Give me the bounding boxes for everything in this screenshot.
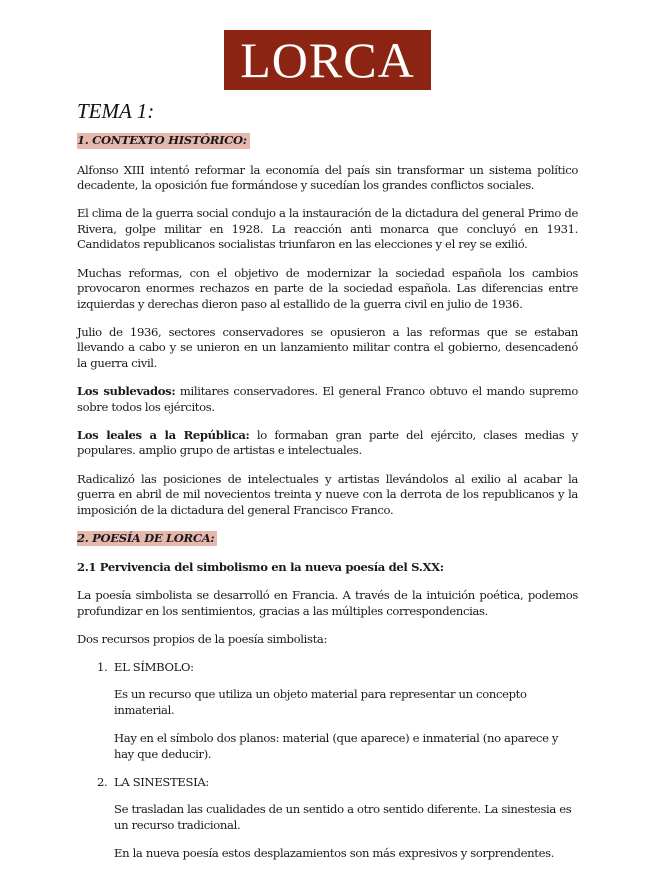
paragraph-text: lo formaban gran parte del ejército, clases medias y populares. amplio grupo de artistas e intelectuales. (77, 427, 578, 458)
list-item (77, 660, 578, 676)
paragraph-leales (77, 428, 578, 459)
paragraph-text: militares conservadores. El general Franco obtuvo el mando supremo sobre todos los ejércitos. (77, 384, 578, 414)
list-label: EL SÍMBOLO: (114, 659, 194, 674)
list-paragraph: Se trasladan las cualidades de un sentido a otro sentido diferente. La sinestesia es un recurso tradicional. (114, 802, 572, 832)
list-paragraph: Es un recurso que utiliza un objeto material para representar un concepto inmaterial. (114, 687, 527, 717)
bold-term: Los sublevados: (77, 384, 176, 399)
list-paragraph: En la nueva poesía estos desplazamientos son más expresivos y sorprendentes. (114, 846, 555, 860)
list-paragraph: Hay en el símbolo dos planos: material (que aparece) e inmaterial (no aparece y hay que deducir). (114, 731, 559, 761)
paragraph: El clima de la guerra social condujo a la instauración de la dictadura del general Primo de Rivera, golpe militar en 1928. La reacción anti monarca que concluyó en 1931. Candidatos republicanos socialistas triunfaron en las elecciones y el rey se exilió. (77, 206, 578, 252)
title-banner: LORCA (224, 30, 431, 90)
list-number: 1. (97, 659, 108, 674)
list-item (77, 775, 578, 791)
topic-heading: TEMA 1: (77, 99, 155, 123)
document-body (77, 133, 578, 874)
paragraph: Julio de 1936, sectores conservadores se opusieron a las reformas que se estaban llevando a cabo y se unieron en un lanzamiento militar contra el gobierno, desencadenó la guerra civil. (77, 324, 578, 371)
bold-term: Los leales a la República: (77, 427, 250, 442)
paragraph: Muchas reformas, con el objetivo de modernizar la sociedad española los cambios provocaron enormes rechazos en parte de la sociedad española. Las diferencias entre izquierdas y derechas dieron paso al estallido de la guerra civil en julio de 1936. (77, 265, 578, 311)
paragraph: Radicalizó las posiciones de intelectuales y artistas llevándolos al exilio al acabar la guerra en abril de mil novecientos treinta y nueve con la derrota de los republicanos y la imposición de la dictadura del general Francisco Franco. (77, 471, 578, 517)
section-1-heading: 1. CONTEXTO HISTÓRICO: (77, 133, 250, 149)
paragraph: La poesía simbolista se desarrolló en Francia. A través de la intuición poética, podemos profundizar en los sentimientos, gracias a las múltiples correspondencias. (77, 587, 578, 618)
list-number: 2. (97, 774, 108, 789)
section-2-heading: 2. POESÍA DE LORCA: (77, 531, 217, 547)
subsection-heading: 2.1 Pervivencia del simbolismo en la nueva poesía del S.XX: (77, 560, 444, 575)
paragraph: Alfonso XIII intentó reformar la economía del país sin transformar un sistema político decadente, la oposición fue formándose y sucedían los grandes conflictos sociales. (77, 162, 578, 193)
paragraph: Dos recursos propios de la poesía simbolista: (77, 631, 328, 646)
paragraph-sublevados (77, 384, 578, 415)
list-label: LA SINESTESIA: (114, 774, 209, 789)
